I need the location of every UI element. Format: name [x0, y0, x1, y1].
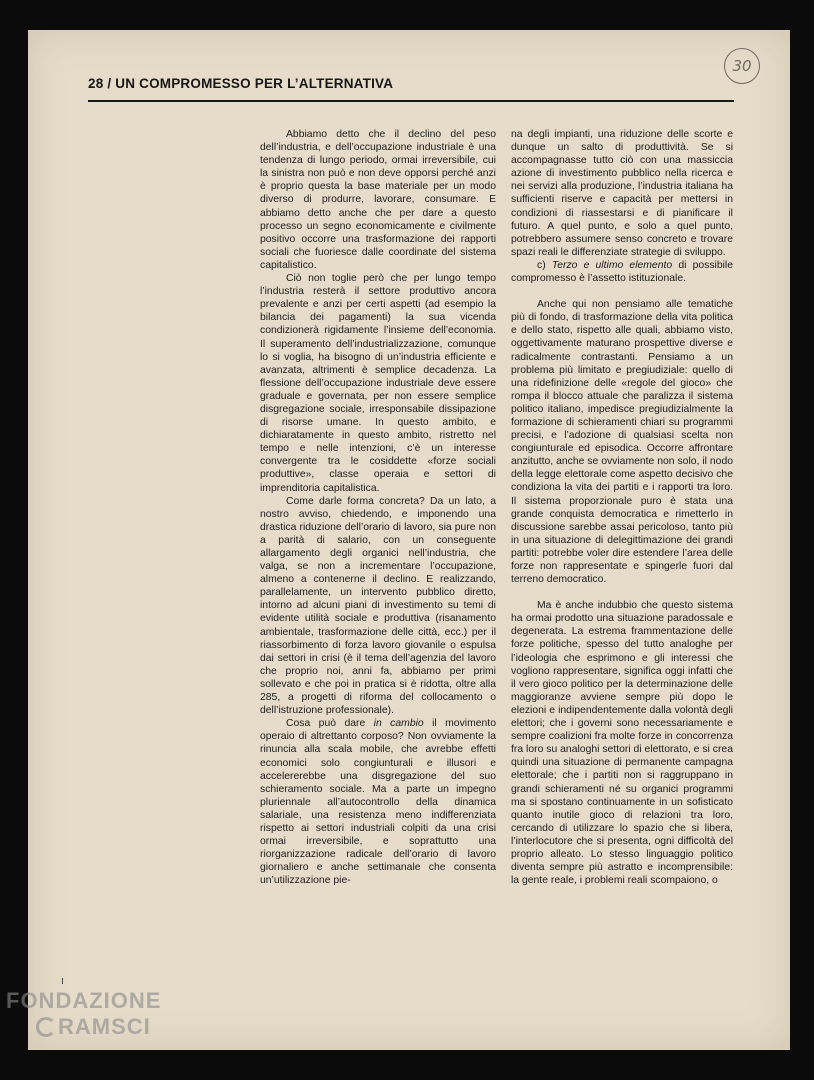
header-rule [88, 100, 734, 102]
fondazione-gramsci-watermark [6, 988, 161, 1040]
paragraph: na degli impianti, una riduzione delle scorte e dunque un salto di produttività. Se si accompagnasse tutto ciò con una massiccia azione di investimento pubblico nella ricerca e nei servizi alla produzione, l’industria italiana ha sufficienti riserve e capacità per mettersi in condizioni di riassestarsi e di pianificare il futuro. A quel punto, e solo a quel punto, potrebbero assumere senso concreto e trovare spazi reali le differenziate strategie di sviluppo. [511, 129, 733, 258]
text-run: c) [537, 259, 552, 271]
paragraph [260, 717, 496, 887]
paragraph: Come darle forma concreta? Da un lato, a nostro avviso, chiedendo, e imponendo una drastica riduzione dell’orario di lavoro, sia pure non a parità di salario, con un conseguente allargamento degli organici nell’industria, che valga, se non a incrementare l’occupazione, almeno a contenerne il declino. E realizzando, parallelamente, un intervento pubblico diretto, intorno ad alcuni piani di investimento su temi di evidente utilità sociale e produttiva (risanamento ambientale, trasformazione delle città, ecc.) per il riassorbimento di forza lavoro giovanile o espulsa dai settori in crisi (è il tema dell’agenzia del lavoro che proprio noi, anni fa, abbiamo per primi sollevato e che poi in pratica si è ridotta, oltre alla 285, a progetti di riforma del collocamento o dell’istruzione professionale). [260, 495, 496, 717]
page-number-stamp: 30 [724, 48, 760, 84]
watermark-line-2: RAMSCI [58, 1014, 151, 1039]
text-run: Cosa può dare [286, 718, 374, 730]
text-run: il movimento operaio di altrettanto corposo? Non ovviamente la rinuncia alla scala mobile, che avrebbe effetti economici solo congiunturali e illusori e accelererebbe una disgregazione del suo schieramento sociale. Ma a parte un impegno pluriennale all’autocontrollo della dinamica salariale, una resistenza meno indifferenziata rispetto ai settori industriali colpiti da una crisi ormai irreversibile, e soprattutto una riorganizzazione radicale dell’orario di lavoro giornaliero e anche settimanale che consenta un’utilizzazione pie- [260, 718, 496, 887]
page-header: 28 / UN COMPROMESSO PER L’ALTERNATIVA [88, 76, 394, 91]
paragraph: Anche qui non pensiamo alle tematiche più di fondo, di trasformazione della vita politica e dello stato, rispetto alle quali, abbiamo visto, oggettivamente maturano prospettive diverse e radicalmente contrastanti. Pensiamo a un problema più limitato e pregiudiziale: quello di una ridefinizione delle «regole del gioco» che rompa il blocco attuale che paralizza il sistema politico italiano, impedisce pregiudizialmente la formazione di schieramenti chiari su programmi precisi, e l’adozione di qualsiasi scelta non congiunturale ed episodica. Occorre affrontare anzitutto, anche se ovviamente non solo, il nodo della legge elettorale come aspetto decisivo che condiziona la vita dei partiti e i rapporti tra loro. Il sistema proporzionale puro è stata una grande conquista democratica e rimetterlo in discussione sarebbe assai pericoloso, tanto più in una situazione di delegittimazione dei grandi partiti: potrebbe voler dire estendere l’area delle forze non rappresentate e spingerle fuori dal terreno democratico. [511, 299, 733, 586]
document-page [28, 30, 790, 1050]
paragraph: Ciò non toglie però che per lungo tempo l’industria resterà il settore produttivo ancora prevalente e anzi per certi aspetti (ad esempio la bilancia dei pagamenti) la sua vicenda condizionerà rigidamente l’insieme dell’economia. Il superamento dell’industrializzazione, comunque lo si voglia, ha bisogno di un’industria efficiente e avanzata, altrimenti è semplice decadenza. La flessione dell’occupazione industriale deve essere graduale e governata, per non essere semplice disgregazione sociale, irresponsabile dissipazione di risorse umane. In questo ambito, e dichiaratamente in questo ambito, ristretto nel tempo e nelle intenzioni, c’è un interesse convergente tra le cosiddette «forze sociali produttive», classe operaia e settori di imprenditoria capitalistica. [260, 273, 496, 494]
left-column [260, 128, 496, 887]
watermark-line-2-wrap [6, 1014, 161, 1040]
margin-mark [62, 978, 63, 984]
paragraph: Abbiamo detto che il declino del peso dell’industria, e dell’occupazione industriale è una tendenza di lungo periodo, ormai irreversibile, cui la sinistra non può e non deve opporsi perché anzi è proprio questa la base materiale per un modo diverso di produrre, lavorare, consumare. E abbiamo detto anche che per dare a questo processo un segno economicamente e civilmente positivo occorre una trasformazione dei rapporti sociali che fuoriesce dalle coordinate del sistema capitalistico. [260, 129, 496, 271]
italic-run: Terzo e ultimo elemento [551, 259, 673, 271]
right-column [511, 128, 733, 887]
watermark-line-1: FONDAZIONE [6, 988, 162, 1013]
g-logo-icon [36, 1017, 56, 1037]
paragraph [511, 259, 733, 285]
paragraph: Ma è anche indubbio che questo sistema ha ormai prodotto una situazione paradossale e degenerata. La estrema frammentazione delle forze politiche, spesso del tutto analoghe per l’ideologia che esprimono e gli interessi che vogliono rappresentare, significa oggi infatti che il vero gioco politico per la determinazione delle maggioranze avviene sempre più dopo le elezioni e indipendentemente dalla volontà degli elettori; che i governi sono necessariamente e sempre coalizioni fra molte forze in concorrenza fra loro su analoghi settori di elettorato, e si crea quindi una situazione di permanente campagna elettorale; che i partiti non si raggruppano in grandi schieramenti né su organici programmi ma si spostano continuamente in un sofisticato quanto inutile gioco di relazioni tra loro, cercando di utilizzare lo spazio che si libera, l’interlocutore che si presenta, ogni difficoltà del proprio alleato. Lo stesso linguaggio politico diventa sempre più astratto e incomprensibile: la gente reale, i problemi reali scompaiono, o [511, 600, 733, 887]
italic-run: in cambio [373, 718, 424, 730]
text-run: di possibile compromesso è l’assetto istituzionale. [511, 259, 733, 285]
